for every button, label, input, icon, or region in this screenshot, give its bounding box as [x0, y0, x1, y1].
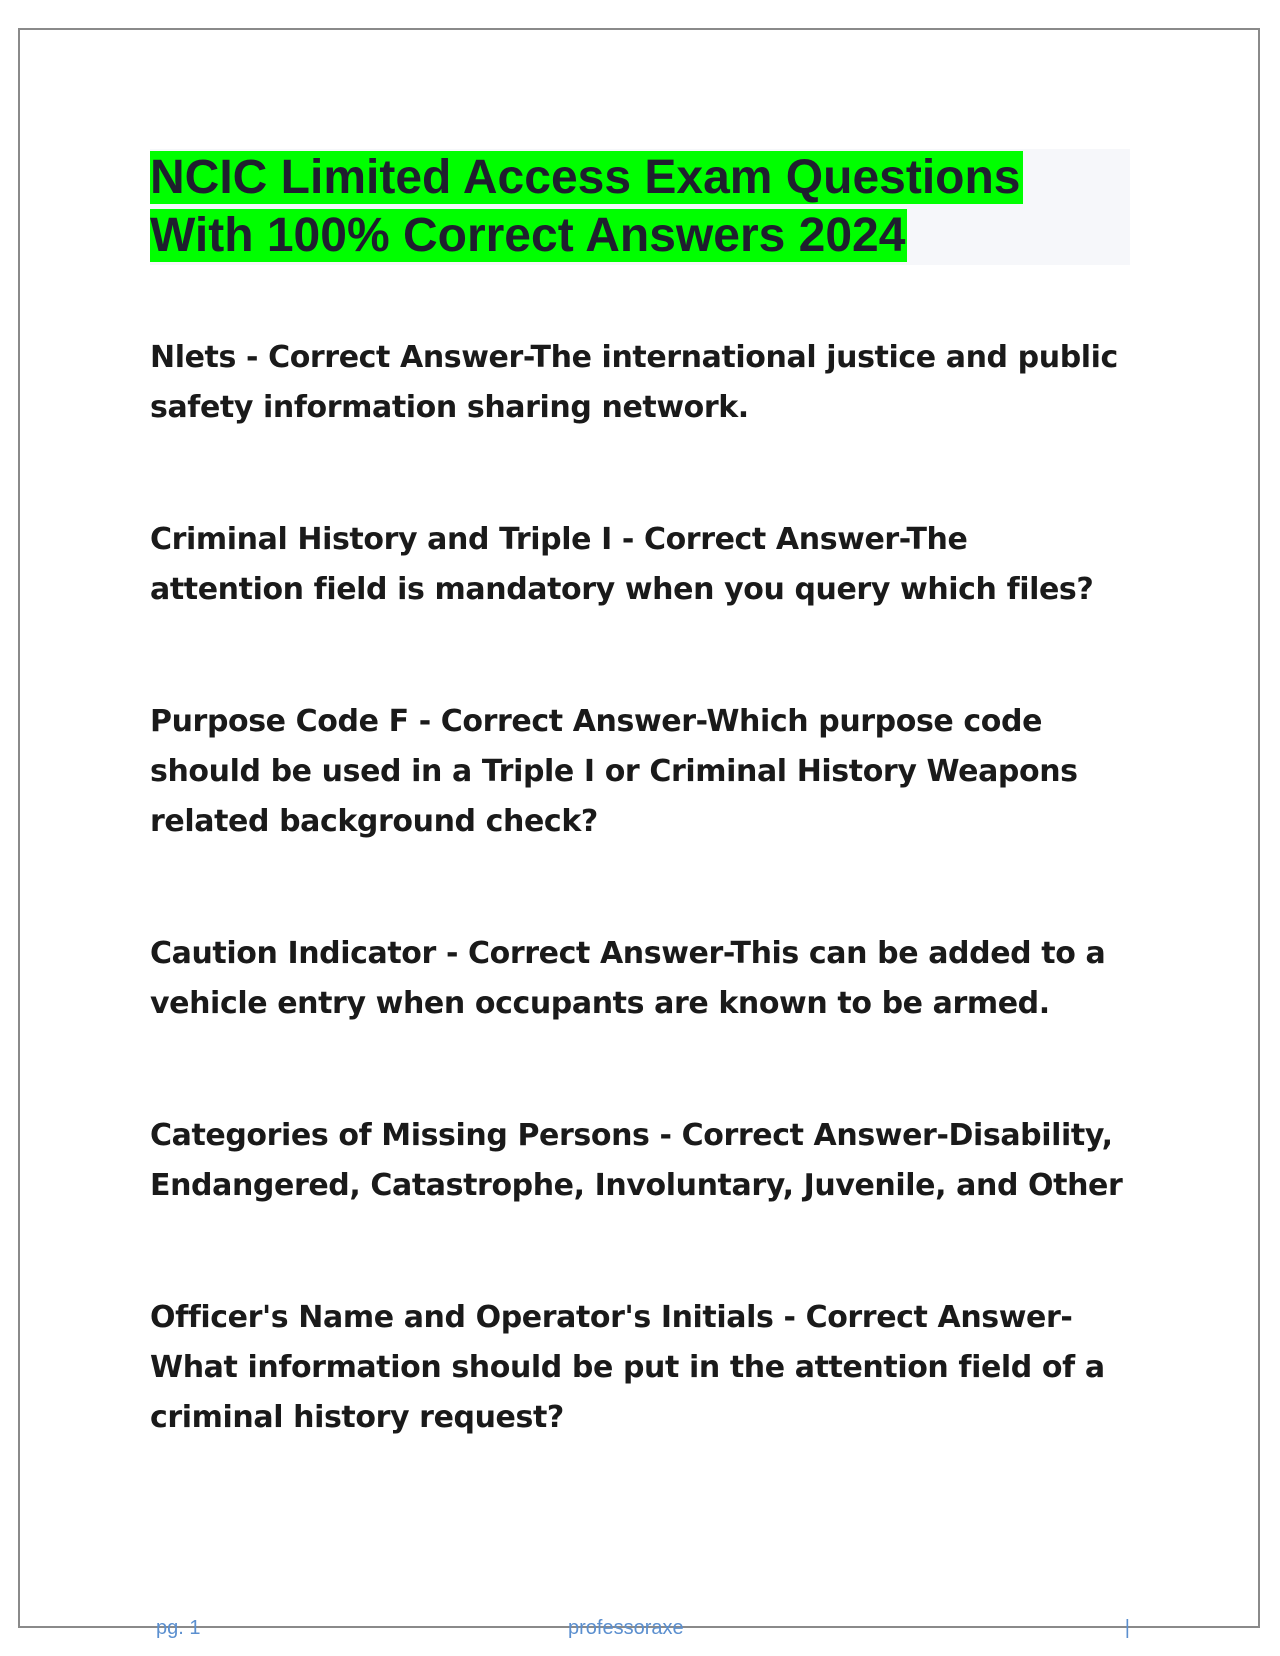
footer-bar: | [1124, 1617, 1130, 1639]
qa-item [150, 697, 1130, 847]
qa-answer: The attention field is mandatory when you query which files? [150, 522, 1094, 607]
qa-list [150, 333, 1130, 1525]
qa-answer: Disability, Endangered, Catastrophe, Involuntary, Juvenile, and Other [150, 1118, 1123, 1203]
qa-item [150, 1293, 1130, 1443]
qa-answer: The international justice and public safety information sharing network. [150, 340, 1118, 425]
qa-item [150, 515, 1130, 615]
footer-page-number: pg. 1 [156, 1617, 201, 1639]
qa-answer: This can be added to a vehicle entry when occupants are known to be armed. [150, 936, 1106, 1021]
footer-author: professoraxe [568, 1617, 684, 1639]
qa-term: Criminal History and Triple I [150, 522, 612, 557]
qa-separator: - Correct Answer- [649, 1118, 949, 1153]
qa-separator: - Correct Answer- [435, 936, 731, 971]
qa-item [150, 333, 1130, 433]
qa-separator: - Correct Answer- [611, 522, 907, 557]
qa-answer: What information should be put in the attention field of a criminal history request? [150, 1350, 1105, 1435]
page-footer [150, 1617, 1130, 1643]
qa-answer: Which purpose code should be used in a Triple I or Criminal History Weapons related background check? [150, 704, 1078, 839]
title-block [150, 149, 1130, 265]
qa-term: Officer's Name and Operator's Initials [150, 1300, 774, 1335]
document-title [150, 149, 1130, 265]
document-title-text: NCIC Limited Access Exam Questions With 100% Correct Answers 2024 [150, 151, 1021, 262]
qa-term: Categories of Missing Persons [150, 1118, 650, 1153]
qa-term: Purpose Code F [150, 704, 409, 739]
qa-term: Caution Indicator [150, 936, 436, 971]
qa-separator: - Correct Answer- [773, 1300, 1072, 1335]
qa-item [150, 929, 1130, 1029]
qa-item [150, 1111, 1130, 1211]
qa-term: Nlets [150, 340, 236, 375]
qa-separator: - Correct Answer- [408, 704, 707, 739]
qa-separator: - Correct Answer- [235, 340, 531, 375]
